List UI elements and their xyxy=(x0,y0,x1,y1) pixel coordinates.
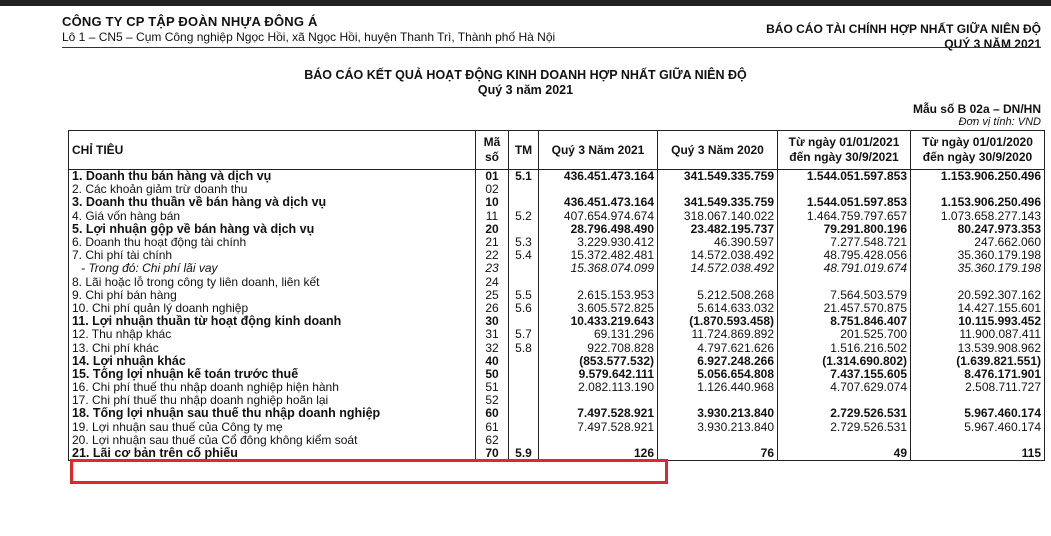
table-row xyxy=(69,236,1045,249)
value-q3-2020: 4.797.621.626 xyxy=(658,341,778,354)
row-note xyxy=(509,183,539,196)
value-ytd-2020: 80.247.973.353 xyxy=(911,223,1045,236)
header-ma-so-line1: Mã xyxy=(483,135,501,149)
value-q3-2020: 23.482.195.737 xyxy=(658,223,778,236)
value-ytd-2020: 1.073.658.277.143 xyxy=(911,210,1045,223)
row-name: 3. Doanh thu thuần về bán hàng và dịch vụ xyxy=(69,196,476,209)
value-q3-2021: 2.082.113.190 xyxy=(539,381,658,394)
value-q3-2021: 15.368.074.099 xyxy=(539,262,658,275)
value-q3-2020 xyxy=(658,434,778,447)
row-code: 61 xyxy=(476,421,509,434)
header-ytd-2021-line1: Từ ngày 01/01/2021 xyxy=(788,135,900,149)
value-ytd-2020: 35.360.179.198 xyxy=(911,262,1045,275)
value-q3-2020: 318.067.140.022 xyxy=(658,210,778,223)
row-note xyxy=(509,434,539,447)
value-q3-2020: 3.930.213.840 xyxy=(658,407,778,420)
row-code: 62 xyxy=(476,434,509,447)
row-note xyxy=(509,381,539,394)
value-ytd-2021: 21.457.570.875 xyxy=(778,302,911,315)
value-ytd-2020: 5.967.460.174 xyxy=(911,421,1045,434)
value-q3-2021: 436.451.473.164 xyxy=(539,170,658,184)
row-code: 11 xyxy=(476,210,509,223)
row-code: 01 xyxy=(476,170,509,184)
value-q3-2020: 5.212.508.268 xyxy=(658,289,778,302)
table-row xyxy=(69,341,1045,354)
table-body xyxy=(69,170,1045,461)
table-header-row xyxy=(69,131,1045,170)
value-ytd-2021 xyxy=(778,183,911,196)
income-statement-table xyxy=(68,130,1045,461)
value-ytd-2021: (1.314.690.802) xyxy=(778,355,911,368)
value-q3-2021: 7.497.528.921 xyxy=(539,407,658,420)
value-ytd-2020 xyxy=(911,183,1045,196)
header-ytd-2020-line2: đến ngày 30/9/2020 xyxy=(922,150,1033,164)
table-row xyxy=(69,328,1045,341)
table-row xyxy=(69,368,1045,381)
currency-unit: Đơn vị tính: VND xyxy=(958,116,1041,128)
form-number: Mẫu số B 02a – DN/HN xyxy=(912,102,1041,116)
row-name: 8. Lãi hoặc lỗ trong công ty liên doanh, liên kết xyxy=(69,276,476,289)
value-q3-2020: 341.549.335.759 xyxy=(658,196,778,209)
value-ytd-2021: 8.751.846.407 xyxy=(778,315,911,328)
value-q3-2021: 7.497.528.921 xyxy=(539,421,658,434)
row-note xyxy=(509,196,539,209)
highlight-box xyxy=(70,459,668,484)
row-note: 5.6 xyxy=(509,302,539,315)
row-note: 5.5 xyxy=(509,289,539,302)
value-q3-2021 xyxy=(539,394,658,407)
row-code: 31 xyxy=(476,328,509,341)
row-code: 25 xyxy=(476,289,509,302)
value-ytd-2021: 1.544.051.597.853 xyxy=(778,170,911,184)
row-name: 20. Lợi nhuận sau thuế của Cổ đông không kiểm soát xyxy=(69,434,476,447)
table-row xyxy=(69,302,1045,315)
value-q3-2021: 2.615.153.953 xyxy=(539,289,658,302)
row-code: 23 xyxy=(476,262,509,275)
row-note xyxy=(509,355,539,368)
value-ytd-2021: 48.791.019.674 xyxy=(778,262,911,275)
value-ytd-2020: (1.639.821.551) xyxy=(911,355,1045,368)
value-ytd-2020: 13.539.908.962 xyxy=(911,341,1045,354)
row-note: 5.1 xyxy=(509,170,539,184)
value-q3-2021: 922.708.828 xyxy=(539,341,658,354)
row-code: 02 xyxy=(476,183,509,196)
report-subtitle: Quý 3 năm 2021 xyxy=(477,83,574,97)
company-address: Lô 1 – CN5 – Cụm Công nghiệp Ngọc Hồi, xã Ngọc Hồi, huyện Thanh Trì, Thành phố Hà Nội xyxy=(62,30,556,44)
row-code: 30 xyxy=(476,315,509,328)
value-q3-2020: 5.614.633.032 xyxy=(658,302,778,315)
row-code: 10 xyxy=(476,196,509,209)
value-q3-2021: 3.605.572.825 xyxy=(539,302,658,315)
value-ytd-2020 xyxy=(911,276,1045,289)
value-q3-2020: 6.927.248.266 xyxy=(658,355,778,368)
value-q3-2020: 1.126.440.968 xyxy=(658,381,778,394)
report-title-block xyxy=(0,68,1051,98)
header-divider xyxy=(62,47,1041,48)
value-q3-2020: 76 xyxy=(658,447,778,461)
value-q3-2021: 436.451.473.164 xyxy=(539,196,658,209)
value-q3-2021: 126 xyxy=(539,447,658,461)
table-row xyxy=(69,421,1045,434)
value-q3-2021 xyxy=(539,276,658,289)
value-ytd-2020: 2.508.711.727 xyxy=(911,381,1045,394)
value-ytd-2021: 201.525.700 xyxy=(778,328,911,341)
header-ytd-2020-line1: Từ ngày 01/01/2020 xyxy=(922,135,1033,149)
row-note xyxy=(509,223,539,236)
row-name: 10. Chi phí quản lý doanh nghiệp xyxy=(69,302,476,315)
row-note: 5.4 xyxy=(509,249,539,262)
value-ytd-2021: 1.464.759.797.657 xyxy=(778,210,911,223)
row-code: 26 xyxy=(476,302,509,315)
row-name: 19. Lợi nhuận sau thuế của Công ty mẹ xyxy=(69,421,476,434)
table-row xyxy=(69,223,1045,236)
table-row xyxy=(69,289,1045,302)
table-row xyxy=(69,249,1045,262)
row-code: 60 xyxy=(476,407,509,420)
value-ytd-2020: 115 xyxy=(911,447,1045,461)
value-ytd-2020: 247.662.060 xyxy=(911,236,1045,249)
row-name: 6. Doanh thu hoạt động tài chính xyxy=(69,236,476,249)
header-ma-so xyxy=(476,131,509,170)
value-q3-2021 xyxy=(539,434,658,447)
row-note xyxy=(509,368,539,381)
value-q3-2021: 407.654.974.674 xyxy=(539,210,658,223)
value-q3-2021: 10.433.219.643 xyxy=(539,315,658,328)
row-code: 52 xyxy=(476,394,509,407)
value-q3-2021: 15.372.482.481 xyxy=(539,249,658,262)
value-q3-2020: 14.572.038.492 xyxy=(658,262,778,275)
value-q3-2021: 28.796.498.490 xyxy=(539,223,658,236)
value-ytd-2020: 14.427.155.601 xyxy=(911,302,1045,315)
value-q3-2020: 3.930.213.840 xyxy=(658,421,778,434)
value-ytd-2021: 48.795.428.056 xyxy=(778,249,911,262)
value-q3-2020: 14.572.038.492 xyxy=(658,249,778,262)
table-row xyxy=(69,355,1045,368)
value-ytd-2021 xyxy=(778,276,911,289)
row-note: 5.9 xyxy=(509,447,539,461)
row-code: 20 xyxy=(476,223,509,236)
value-q3-2020: 11.724.869.892 xyxy=(658,328,778,341)
value-ytd-2020 xyxy=(911,394,1045,407)
value-q3-2020: 46.390.597 xyxy=(658,236,778,249)
value-ytd-2020: 1.153.906.250.496 xyxy=(911,196,1045,209)
row-name: 5. Lợi nhuận gộp về bán hàng và dịch vụ xyxy=(69,223,476,236)
row-code: 24 xyxy=(476,276,509,289)
header-chi-tieu: CHỈ TIÊU xyxy=(69,131,476,170)
value-ytd-2020: 5.967.460.174 xyxy=(911,407,1045,420)
table-row xyxy=(69,170,1045,184)
value-ytd-2021: 7.564.503.579 xyxy=(778,289,911,302)
value-ytd-2021: 2.729.526.531 xyxy=(778,407,911,420)
header-tm: TM xyxy=(509,131,539,170)
row-code: 21 xyxy=(476,236,509,249)
row-name: 11. Lợi nhuận thuần từ hoạt động kinh doanh xyxy=(69,315,476,328)
row-note xyxy=(509,407,539,420)
value-ytd-2020: 10.115.993.452 xyxy=(911,315,1045,328)
table-row xyxy=(69,381,1045,394)
value-ytd-2020: 8.476.171.901 xyxy=(911,368,1045,381)
row-name: 4. Giá vốn hàng bán xyxy=(69,210,476,223)
row-note: 5.8 xyxy=(509,341,539,354)
row-note: 5.2 xyxy=(509,210,539,223)
header-ytd-2020 xyxy=(911,131,1045,170)
row-name: 2. Các khoản giảm trừ doanh thu xyxy=(69,183,476,196)
table-row xyxy=(69,262,1045,275)
row-name: 9. Chi phí bán hàng xyxy=(69,289,476,302)
value-q3-2020: 5.056.654.808 xyxy=(658,368,778,381)
row-name: 13. Chi phí khác xyxy=(69,341,476,354)
value-q3-2020: (1.870.593.458) xyxy=(658,315,778,328)
row-name: 7. Chi phí tài chính xyxy=(69,249,476,262)
company-header xyxy=(62,14,555,44)
row-note xyxy=(509,421,539,434)
value-ytd-2021: 4.707.629.074 xyxy=(778,381,911,394)
header-ytd-2021 xyxy=(778,131,911,170)
row-note xyxy=(509,394,539,407)
value-ytd-2021: 7.277.548.721 xyxy=(778,236,911,249)
report-header-line2: QUÝ 3 NĂM 2021 xyxy=(944,37,1041,51)
value-ytd-2021 xyxy=(778,394,911,407)
table-row xyxy=(69,183,1045,196)
row-code: 22 xyxy=(476,249,509,262)
row-name: 18. Tổng lợi nhuận sau thuế thu nhập doanh nghiệp xyxy=(69,407,476,420)
value-q3-2021: 3.229.930.412 xyxy=(539,236,658,249)
value-q3-2021 xyxy=(539,183,658,196)
header-ma-so-line2: số xyxy=(484,150,499,164)
header-q3-2020: Quý 3 Năm 2020 xyxy=(658,131,778,170)
row-note: 5.7 xyxy=(509,328,539,341)
table-row xyxy=(69,210,1045,223)
row-name: 14. Lợi nhuận khác xyxy=(69,355,476,368)
value-q3-2021: 69.131.296 xyxy=(539,328,658,341)
table-row xyxy=(69,276,1045,289)
value-ytd-2020: 20.592.307.162 xyxy=(911,289,1045,302)
value-q3-2020: 341.549.335.759 xyxy=(658,170,778,184)
value-ytd-2020: 1.153.906.250.496 xyxy=(911,170,1045,184)
value-ytd-2021: 2.729.526.531 xyxy=(778,421,911,434)
row-code: 51 xyxy=(476,381,509,394)
value-ytd-2021: 79.291.800.196 xyxy=(778,223,911,236)
table-row xyxy=(69,196,1045,209)
row-note xyxy=(509,262,539,275)
table-row xyxy=(69,434,1045,447)
value-q3-2020 xyxy=(658,183,778,196)
row-note xyxy=(509,276,539,289)
value-ytd-2021: 7.437.155.605 xyxy=(778,368,911,381)
value-q3-2020 xyxy=(658,394,778,407)
value-q3-2020 xyxy=(658,276,778,289)
row-name: - Trong đó: Chi phí lãi vay xyxy=(69,262,476,275)
row-code: 50 xyxy=(476,368,509,381)
value-ytd-2021: 1.544.051.597.853 xyxy=(778,196,911,209)
row-note xyxy=(509,315,539,328)
table-row xyxy=(69,315,1045,328)
value-ytd-2020: 11.900.087.411 xyxy=(911,328,1045,341)
row-name: 16. Chi phí thuế thu nhập doanh nghiệp hiện hành xyxy=(69,381,476,394)
row-note: 5.3 xyxy=(509,236,539,249)
row-name: 12. Thu nhập khác xyxy=(69,328,476,341)
row-name: 17. Chi phí thuế thu nhập doanh nghiệp hoãn lại xyxy=(69,394,476,407)
report-title: BÁO CÁO KẾT QUẢ HOẠT ĐỘNG KINH DOANH HỢP NHẤT GIỮA NIÊN ĐỘ xyxy=(304,68,747,82)
top-border-strip xyxy=(0,0,1051,6)
table-row xyxy=(69,394,1045,407)
table-row xyxy=(69,407,1045,420)
company-name: CÔNG TY CP TẬP ĐOÀN NHỰA ĐÔNG Á xyxy=(62,14,318,29)
value-q3-2021: (853.577.532) xyxy=(539,355,658,368)
value-ytd-2021: 1.516.216.502 xyxy=(778,341,911,354)
row-code: 70 xyxy=(476,447,509,461)
value-ytd-2021: 49 xyxy=(778,447,911,461)
report-header-line1: BÁO CÁO TÀI CHÍNH HỢP NHẤT GIỮA NIÊN ĐỘ xyxy=(766,22,1041,36)
header-q3-2021: Quý 3 Năm 2021 xyxy=(539,131,658,170)
value-ytd-2020 xyxy=(911,434,1045,447)
row-name: 15. Tổng lợi nhuận kế toán trước thuế xyxy=(69,368,476,381)
header-ytd-2021-line2: đến ngày 30/9/2021 xyxy=(789,150,899,164)
value-ytd-2020: 35.360.179.198 xyxy=(911,249,1045,262)
row-name: 1. Doanh thu bán hàng và dịch vụ xyxy=(69,170,476,184)
value-ytd-2021 xyxy=(778,434,911,447)
value-q3-2021: 9.579.642.111 xyxy=(539,368,658,381)
row-code: 32 xyxy=(476,341,509,354)
row-name: 21. Lãi cơ bản trên cổ phiếu xyxy=(69,447,476,461)
row-code: 40 xyxy=(476,355,509,368)
